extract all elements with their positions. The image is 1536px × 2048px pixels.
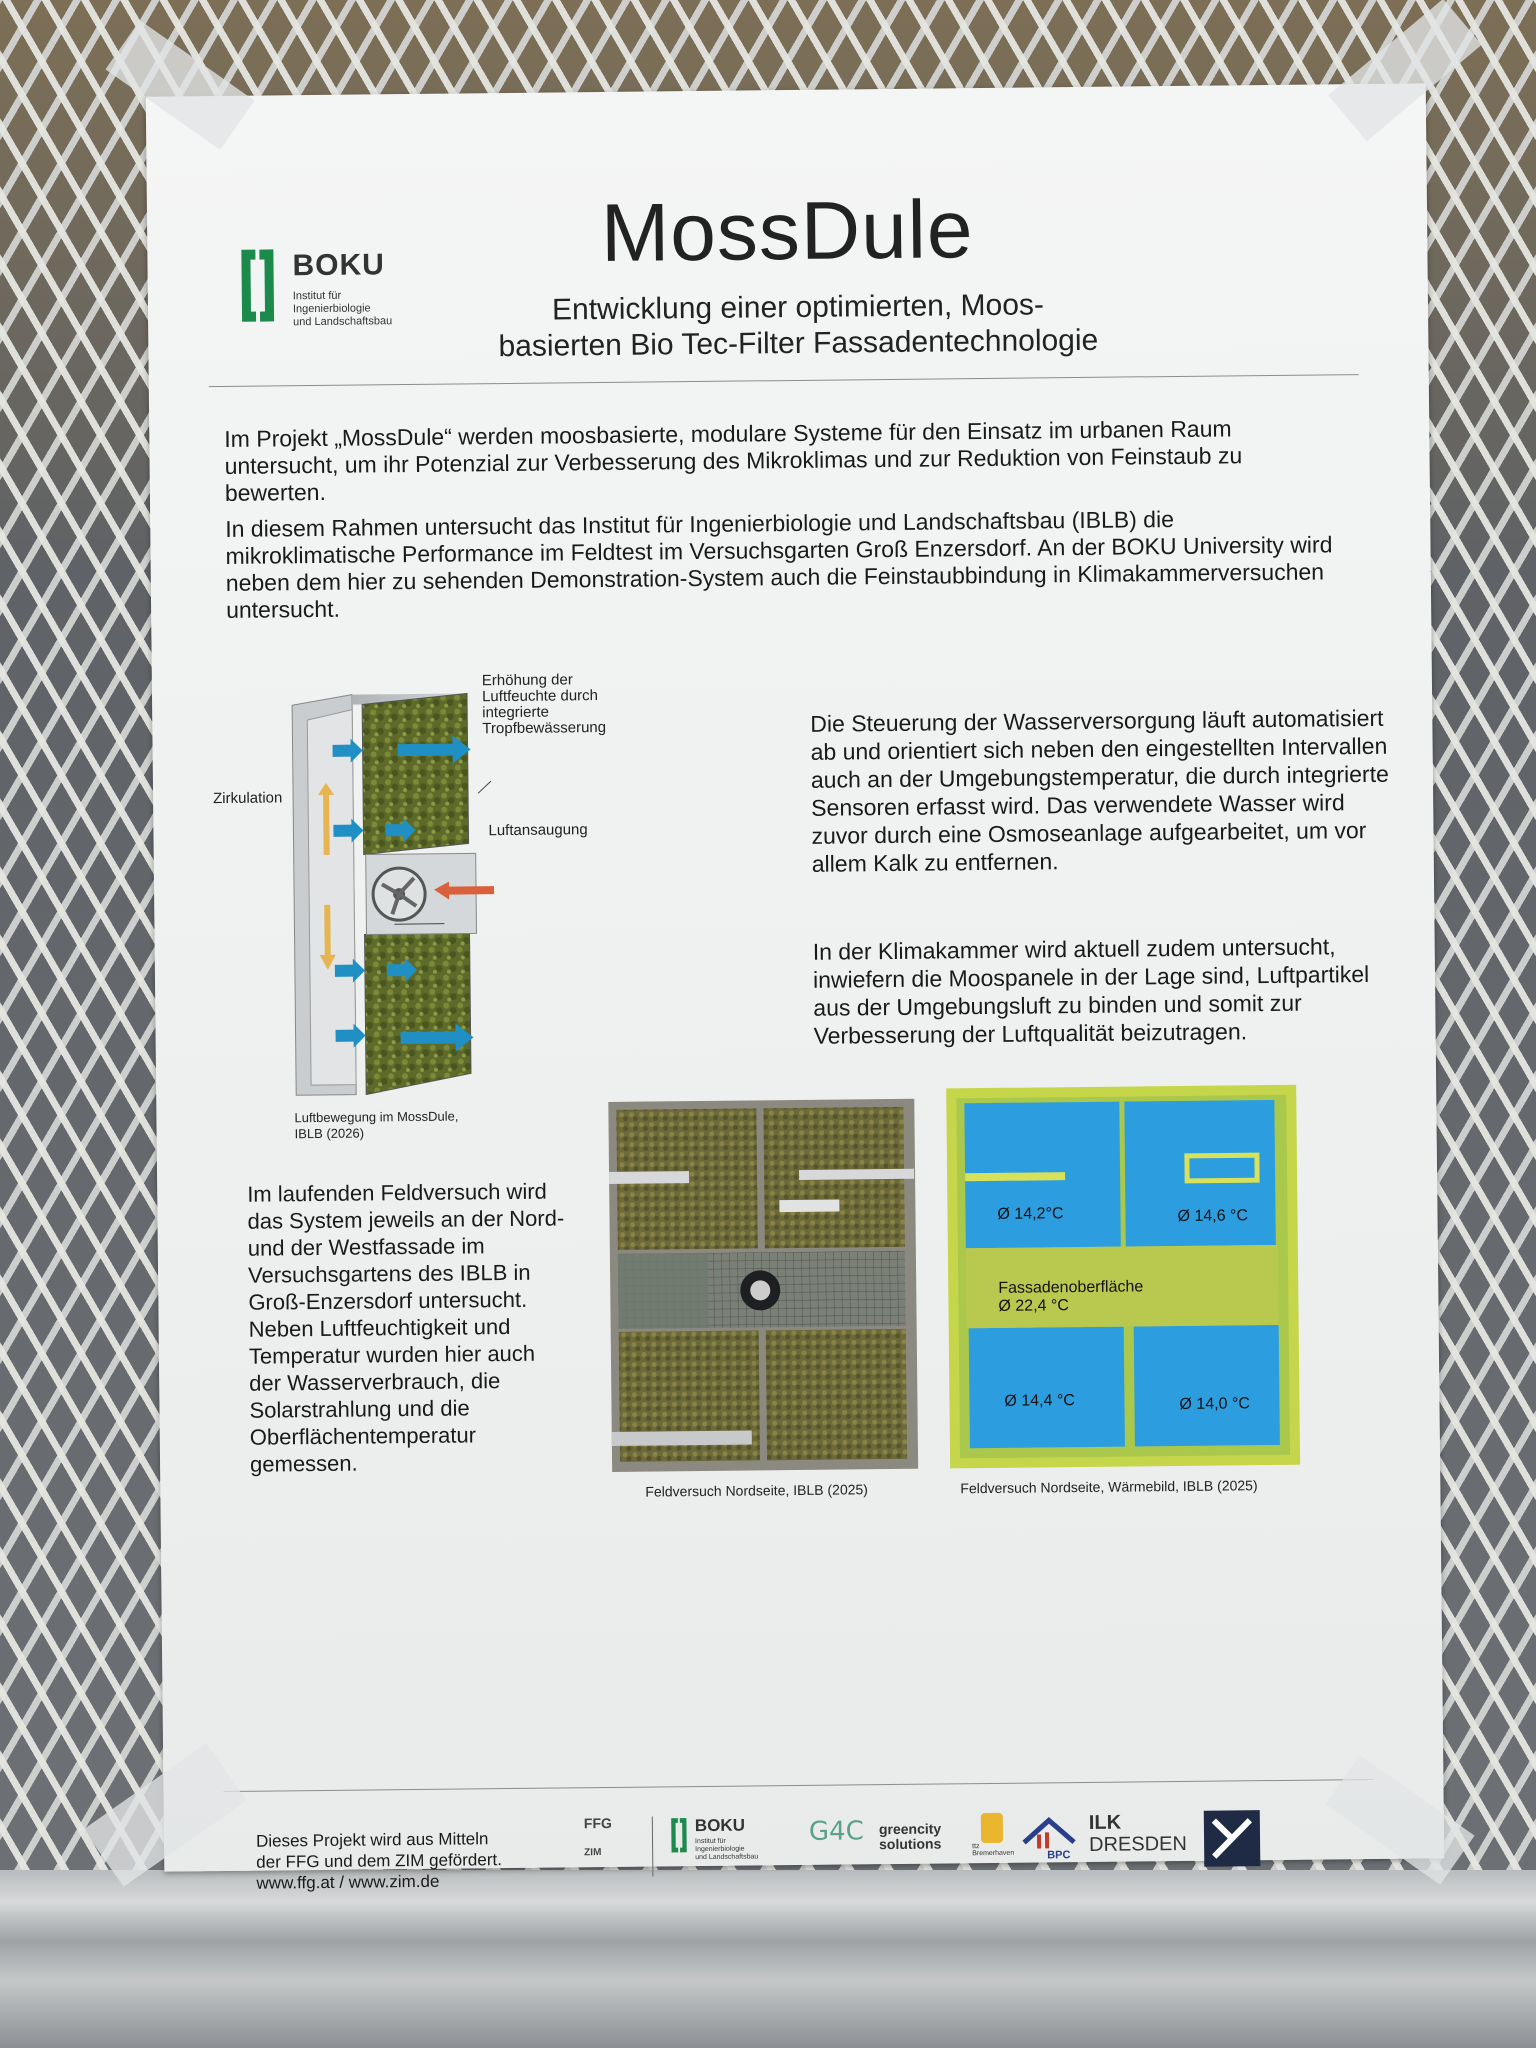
ffg-logo: FFG bbox=[583, 1814, 612, 1832]
zim-logo: ZIM bbox=[584, 1847, 602, 1859]
temp-label-bottom-left: Ø 14,4 °C bbox=[1004, 1392, 1075, 1410]
ttz-logo: ttz Bremerhaven bbox=[972, 1813, 1013, 1868]
airflow-diagram bbox=[213, 671, 837, 1156]
divider bbox=[209, 374, 1359, 387]
thermal-image bbox=[946, 1085, 1300, 1469]
intro-paragraph-1: Im Projekt „MossDule“ werden moosbasierte, modulare Systeme für den Einsatz im urbanen Raum untersucht, um ihr Potenzial zur Verbesserung des Mikroklimas und zur Reduktion von Feinstaub zu bewerten. bbox=[224, 415, 1243, 506]
g4c-logo: G4C bbox=[808, 1816, 864, 1847]
mossdule-section-illustration bbox=[272, 690, 837, 1156]
logo-separator bbox=[652, 1817, 654, 1877]
square-logo-icon bbox=[1204, 1810, 1261, 1867]
label-circulation: Zirkulation bbox=[213, 789, 283, 808]
info-poster bbox=[146, 83, 1445, 1893]
field-trial-photo bbox=[608, 1099, 918, 1472]
boku-institute: Institut für Ingenierbiologie und Landschaftsbau bbox=[292, 289, 393, 329]
water-control-paragraph: Die Steuerung der Wasserversorgung läuft automatisiert ab und orientiert sich neben den eingestellten Intervallen auch an der Umgebungstemperatur, die durch integrierte Sensoren erfasst wird. Das verwendete Wasser wird zuvor durch eine Osmoseanlage aufgearbeitet, um vor allem Kalk zu entfernen. bbox=[810, 704, 1389, 877]
field-trial-paragraph: Im laufenden Feldversuch wird das System jeweils an der Nord- und der Westfassade im Versuchsgartens des IBLB in Groß-Enzersdorf untersucht. Neben Luftfeuchtigkeit und Temperatur wurden hier auch der Wasserverbrauch, die Solarstrahlung und die Oberflächentemperatur gemessen. bbox=[247, 1178, 565, 1477]
intro-paragraph-2: In diesem Rahmen untersucht das Institut für Ingenierbiologie und Landschaftsbau (IBLB) die mikroklimatische Performance im Feldtest im Versuchsgarten Groß Enzersdorf. An der BOKU University wird neben dem hier zu sehenden Demonstration-System auch die Feinstaubbindung in Klimakammerversuchen untersucht. bbox=[225, 506, 1333, 623]
temp-label-facade: Fassadenoberfläche Ø 22,4 °C bbox=[998, 1278, 1144, 1315]
funding-note: Dieses Projekt wird aus Mitteln der FFG und dem ZIM gefördert. www.ffg.at / www.zim.de bbox=[255, 1829, 502, 1893]
thermal-caption: Feldversuch Nordseite, Wärmebild, IBLB (2025) bbox=[960, 1477, 1258, 1497]
footer-divider bbox=[223, 1779, 1373, 1792]
photo-caption: Feldversuch Nordseite, IBLB (2025) bbox=[645, 1481, 869, 1500]
metal-rail bbox=[0, 1870, 1536, 2048]
poster-subtitle: Entwicklung einer optimierten, Moos- basierten Bio Tec-Filter Fassadentechnologie bbox=[498, 288, 1099, 364]
bpc-logo: BPC bbox=[1019, 1812, 1080, 1868]
label-air-intake: Luftansaugung bbox=[488, 821, 588, 840]
boku-footer-logo: BOKU Institut für Ingenierbiologie und Landschaftsbau bbox=[669, 1815, 809, 1816]
climate-chamber-paragraph: In der Klimakammer wird aktuell zudem untersucht, inwiefern die Moospanele in der Lage sind, Luftpartikel aus der Umgebungsluft zu binden und somit zur Verbesserung der Luftqualität beizutragen. bbox=[812, 933, 1370, 1049]
boku-wordmark: BOKU bbox=[292, 248, 386, 283]
temp-label-top-right: Ø 14,6 °C bbox=[1177, 1207, 1249, 1226]
diagram-caption: Luftbewegung im MossDule, IBLB (2026) bbox=[294, 1108, 459, 1142]
temp-label-bottom-right: Ø 14,0 °C bbox=[1179, 1395, 1251, 1413]
label-humidity: Erhöhung der Luftfeuchte durch integrierte Tropfbewässerung bbox=[481, 671, 607, 738]
ilk-dresden-logo: ILK DRESDEN bbox=[1088, 1811, 1188, 1856]
greencity-logo: greencity solutions bbox=[878, 1820, 942, 1853]
temp-label-top-left: Ø 14,2°C bbox=[997, 1205, 1064, 1223]
boku-bracket-small-icon bbox=[669, 1816, 689, 1854]
poster-title: MossDule bbox=[600, 184, 974, 279]
sponsor-logos bbox=[564, 1799, 1385, 1898]
